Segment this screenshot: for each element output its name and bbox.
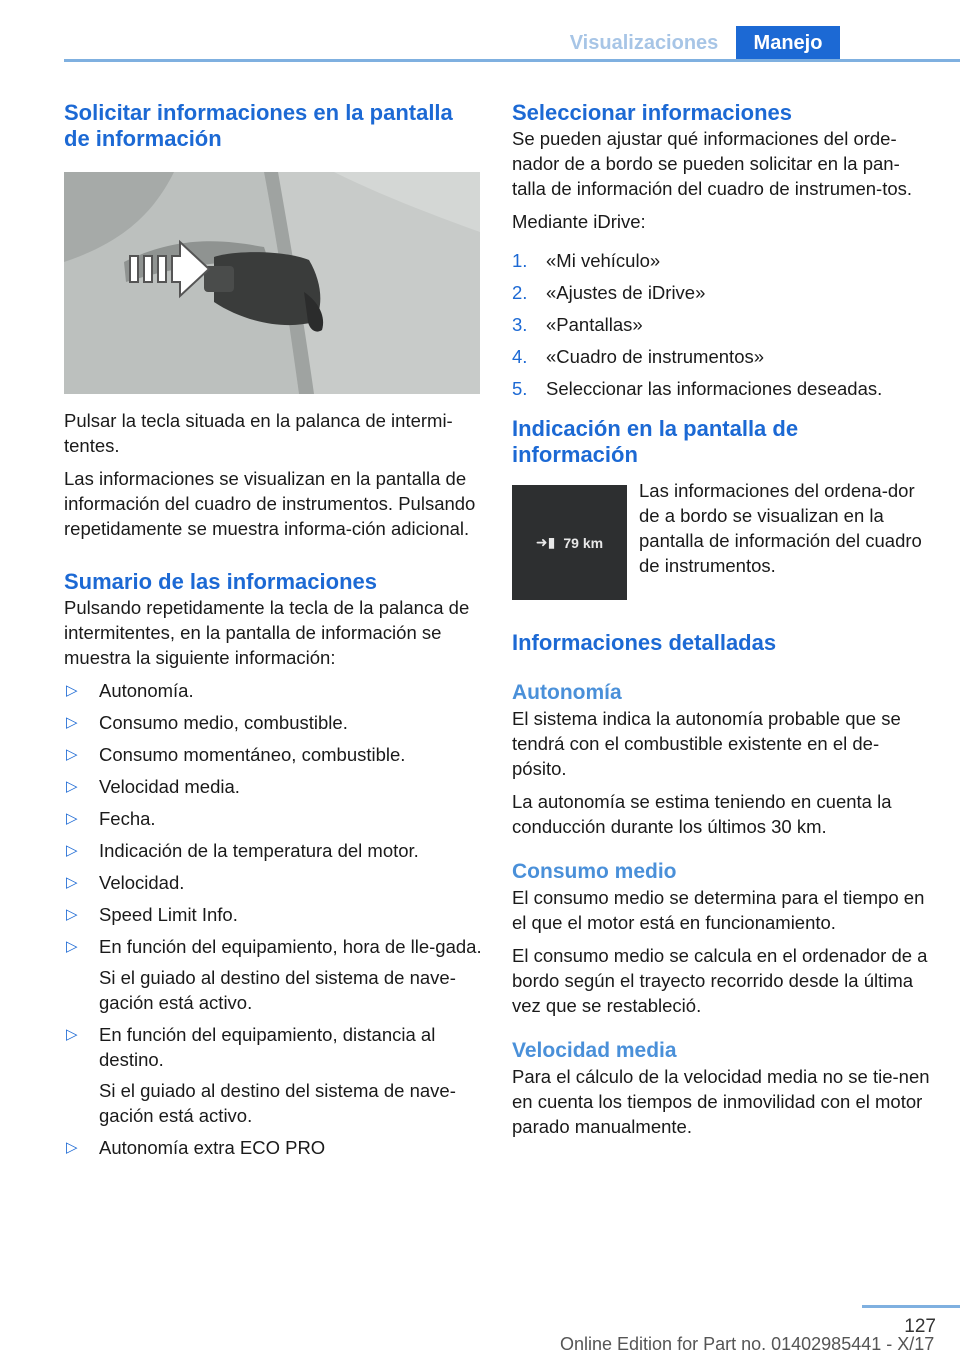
right-column [512,100,930,1139]
info-display-image [512,485,627,600]
heading-detalladas: Informaciones detalladas [512,630,777,655]
left-column [64,100,484,1167]
paragraph-autonomia-1: El sistema indica la autonomía probable que se tendrá con el combustible existente en el de‐pósito. [512,708,901,779]
heading-seleccionar: Seleccionar informaciones [512,100,792,125]
triangle-right-icon: ▷ [66,778,78,795]
paragraph-consumo-1: El consumo medio se determina para el tiempo en el que el motor está en funcionamiento. [512,887,925,933]
page-number: 127 [904,1316,936,1337]
list-item: 4. «Cuadro de instrumentos» [512,346,765,367]
list-item: ▷ Velocidad. [66,872,185,893]
paragraph-consumo-2: El consumo medio se calcula en el ordenador de a bordo según el trayecto recorrido desde la última vez que se restableció. [512,945,928,1016]
list-item: ▷ Fecha. [66,808,156,829]
triangle-right-icon: ▷ [66,938,78,955]
fuel-range-icon: ➜▮ [535,534,556,550]
paragraph-seleccionar: Se pueden ajustar qué informaciones del orde‐nador de a bordo se pueden solicitar en la pan‐talla de información del cuadro de instrumen‐tos. [512,128,913,199]
footer-rule [862,1305,960,1308]
paragraph-indicacion: Las informaciones del ordena‐dor de a bordo se visualizan en la pantalla de información del cuadro de instrumentos. [639,480,922,576]
triangle-right-icon: ▷ [66,714,78,731]
list-item: ▷ Consumo momentáneo, combustible. [66,744,406,765]
tab-manejo[interactable]: Manejo [736,26,840,60]
page-header [0,0,960,70]
bullet-subtext: Si el guiado al destino del sistema de nave‐gación está activo. [99,1080,456,1126]
heading-velocidad: Velocidad media [512,1039,677,1062]
list-item: 5. Seleccionar las informaciones deseadas. [512,378,883,399]
heading-solicitar: Solicitar informaciones en la pantalla de información [64,100,453,151]
list-item: ▷ Speed Limit Info. [66,904,238,925]
triangle-right-icon: ▷ [66,810,78,827]
paragraph-pulsar: Pulsar la tecla situada en la palanca de intermi‐tentes. [64,410,453,456]
heading-consumo: Consumo medio [512,860,677,883]
list-item: ▷ Consumo medio, combustible. [66,712,348,733]
list-item: ▷ En función del equipamiento, hora de lle‐gada. Si el guiado al destino del sistema de nave‐gación está activo. [64,934,484,1015]
lever-illustration [64,172,480,394]
list-item: ▷ Indicación de la temperatura del motor. [66,840,419,861]
paragraph-idrive: Mediante iDrive: [512,211,646,232]
triangle-right-icon: ▷ [66,746,78,763]
tab-visualizaciones[interactable]: Visualizaciones [552,26,736,60]
turn-signal-lever-photo [64,172,480,394]
display-section [512,478,930,600]
header-rule [64,59,960,62]
bullet-subtext: Si el guiado al destino del sistema de nave‐gación está activo. [99,967,456,1013]
triangle-right-icon: ▷ [66,1139,78,1156]
info-bullet-list [64,678,484,1160]
idrive-steps [512,248,930,401]
heading-indicacion: Indicación en la pantalla de información [512,416,799,467]
triangle-right-icon: ▷ [66,1026,78,1043]
display-value: 79 km [563,534,604,551]
list-item: ▷ Velocidad media. [66,776,240,797]
triangle-right-icon: ▷ [66,906,78,923]
list-item: ▷ Autonomía extra ECO PRO [66,1137,326,1158]
list-item: 1. «Mi vehículo» [512,250,661,271]
list-item: 2. «Ajustes de iDrive» [512,282,706,303]
triangle-right-icon: ▷ [66,842,78,859]
paragraph-informaciones: Las informaciones se visualizan en la pantalla de información del cuadro de instrumentos. Pulsando repetidamente se muestra informa‐ción adicional. [64,468,476,539]
paragraph-sumario: Pulsando repetidamente la tecla de la palanca de intermitentes, en la pantalla de información se muestra la siguiente información: [64,597,470,668]
paragraph-velocidad: Para el cálculo de la velocidad media no se tie‐nen en cuenta los tiempos de inmovilidad con el motor parado manualmente. [512,1066,930,1137]
triangle-right-icon: ▷ [66,682,78,699]
list-item: ▷ Autonomía. [66,680,194,701]
heading-autonomia: Autonomía [512,681,622,704]
edition-footer: Online Edition for Part no. 01402985441 - X/17 [560,1334,935,1354]
list-item: ▷ En función del equipamiento, distancia al destino. Si el guiado al destino del sistema de nave‐gación está activo. [64,1022,484,1128]
paragraph-autonomia-2: La autonomía se estima teniendo en cuenta la conducción durante los últimos 30 km. [512,791,892,837]
triangle-right-icon: ▷ [66,874,78,891]
heading-sumario: Sumario de las informaciones [64,569,377,594]
list-item: 3. «Pantallas» [512,314,643,335]
